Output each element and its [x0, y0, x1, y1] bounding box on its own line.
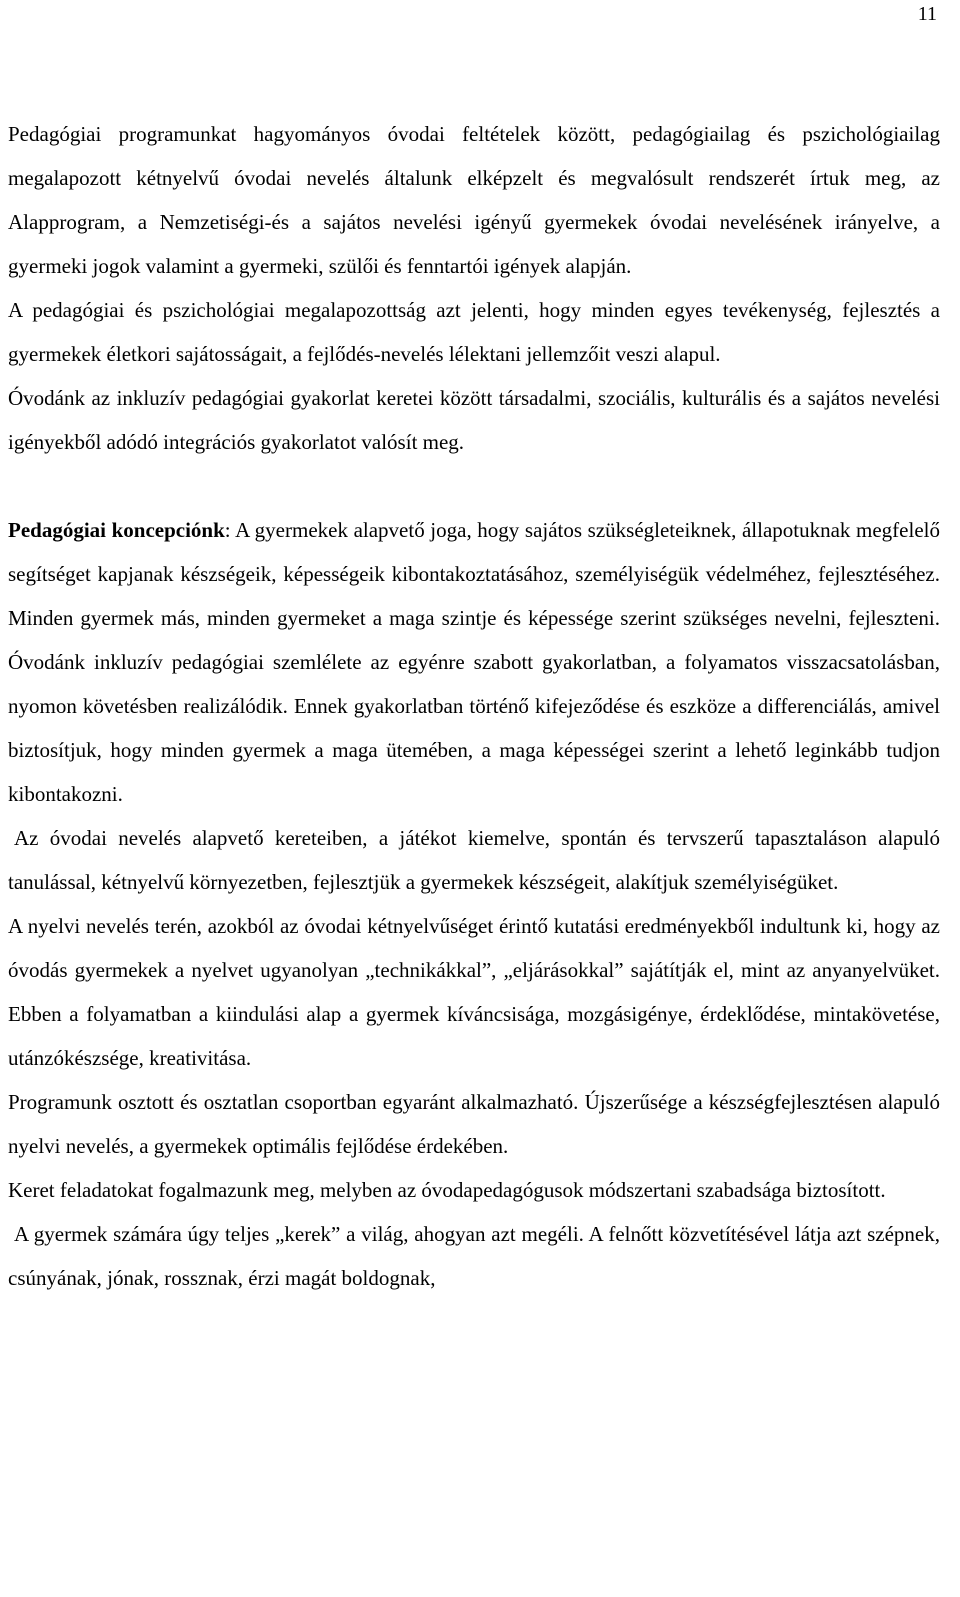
- paragraph-language-education: A nyelvi nevelés terén, azokból az óvodai kétnyelvűséget érintő kutatási eredményekből indultunk ki, hogy az óvodás gyermekek a nyelvet ugyanolyan „technikákkal”, „eljárásokkal” sajátítják el, mint az anyanyelvüket. Ebben a folyamatban a kiindulási alap a gyermek kíváncsisága, mozgásigénye, érdeklődése, mintakövetése, utánzókészsége, kreativitása.: [8, 914, 940, 1070]
- paragraph-gap: [8, 464, 940, 508]
- concept-text: : A gyermekek alapvető joga, hogy sajátos szükségleteiknek, állapotuknak megfelelő segítséget kapjanak készségeik, képességeik kibontakoztatásához, személyiségük védelméhez, fejlesztéséhez. Minden gyermek más, minden gyermeket a maga szintje és képessége szerint szükséges nevelni, fejleszteni. Óvodánk inkluzív pedagógiai szemlélete az egyénre szabott gyakorlatban, a folyamatos visszacsatolásban, nyomon követésben realizálódik. Ennek gyakorlatban történő kifejeződése és eszköze a differenciálás, amivel biztosítjuk, hogy minden gyermek a maga ütemében, a maga képességei szerint a lehető leginkább tudjon kibontakozni.: [8, 518, 940, 806]
- paragraph-child-world: A gyermek számára úgy teljes „kerek” a világ, ahogyan azt megéli. A felnőtt közvetítésével látja azt szépnek, csúnyának, jónak, rossznak, érzi magát boldognak,: [8, 1222, 940, 1290]
- paragraph-applicability: Programunk osztott és osztatlan csoportban egyaránt alkalmazható. Újszerűsége a készségfejlesztésen alapuló nyelvi nevelés, a gyermekek optimális fejlődése érdekében.: [8, 1090, 940, 1158]
- paragraph-methodology: Keret feladatokat fogalmazunk meg, melyben az óvodapedagógusok módszertani szabadsága biztosított.: [8, 1178, 886, 1202]
- paragraph-foundation: A pedagógiai és pszichológiai megalapozottság azt jelenti, hogy minden egyes tevékenység, fejlesztés a gyermekek életkori sajátosságait, a fejlődés-nevelés lélektani jellemzőit veszi alapul.: [8, 298, 940, 366]
- paragraph-concept: [8, 508, 940, 816]
- document-body: [8, 112, 940, 1300]
- paragraph-framework: Az óvodai nevelés alapvető kereteiben, a játékot kiemelve, spontán és tervszerű tapasztaláson alapuló tanulással, kétnyelvű környezetben, fejlesztjük a gyermekek készségeit, alakítjuk személyiségüket.: [8, 826, 940, 894]
- concept-heading: Pedagógiai koncepciónk: [8, 518, 225, 542]
- paragraph-inclusive: Óvodánk az inkluzív pedagógiai gyakorlat keretei között társadalmi, szociális, kulturális és a sajátos nevelési igényekből adódó integrációs gyakorlatot valósít meg.: [8, 386, 940, 454]
- page-number: 11: [917, 3, 937, 25]
- paragraph-program-intro: Pedagógiai programunkat hagyományos óvodai feltételek között, pedagógiailag és pszichológiailag megalapozott kétnyelvű óvodai nevelés általunk elképzelt és megvalósult rendszerét írtuk meg, az Alapprogram, a Nemzetiségi-és a sajátos nevelési igényű gyermekek óvodai nevelésének irányelve, a gyermeki jogok valamint a gyermeki, szülői és fenntartói igények alapján.: [8, 122, 940, 278]
